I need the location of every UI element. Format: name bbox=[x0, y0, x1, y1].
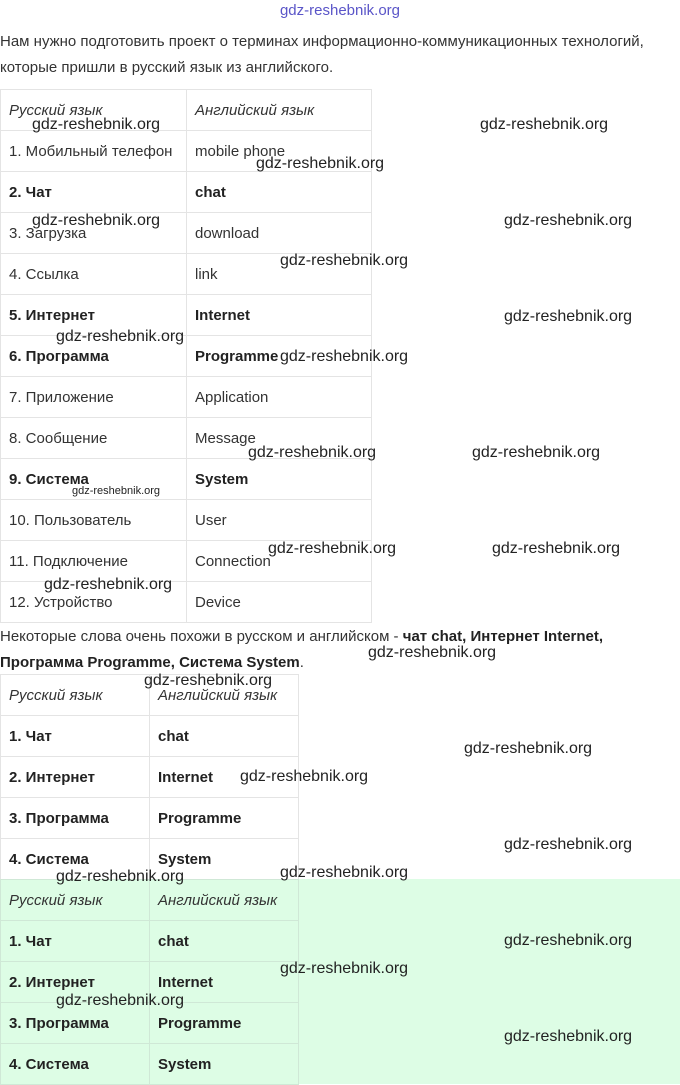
table-row bbox=[1, 757, 299, 798]
cell-english: Programme bbox=[150, 1003, 299, 1044]
cell-english: Message bbox=[187, 418, 372, 459]
cell-russian: 7. Приложение bbox=[1, 377, 187, 418]
cell-russian: 4. Система bbox=[1, 839, 150, 880]
table-row bbox=[1, 172, 372, 213]
site-logo[interactable]: gdz-reshebnik.org bbox=[279, 2, 401, 19]
watermark: gdz-reshebnik.org bbox=[368, 644, 497, 661]
watermark: gdz-reshebnik.org bbox=[504, 836, 633, 853]
watermark: gdz-reshebnik.org bbox=[280, 864, 409, 881]
cell-english: link bbox=[187, 254, 372, 295]
watermark: gdz-reshebnik.org bbox=[72, 485, 161, 497]
table-header-row bbox=[1, 90, 372, 131]
watermark: gdz-reshebnik.org bbox=[144, 672, 273, 689]
table-row bbox=[1, 213, 372, 254]
table-row bbox=[1, 500, 372, 541]
cell-english: System bbox=[150, 839, 299, 880]
table-row bbox=[1, 541, 372, 582]
cell-english: Programme bbox=[150, 798, 299, 839]
cell-russian: 9. Система bbox=[1, 459, 187, 500]
cell-english: Application bbox=[187, 377, 372, 418]
table-row bbox=[1, 839, 299, 880]
cell-russian: 2. Интернет bbox=[1, 757, 150, 798]
column-header-english: Английский язык bbox=[150, 880, 299, 921]
watermark: gdz-reshebnik.org bbox=[44, 576, 173, 593]
table-row bbox=[1, 582, 372, 623]
cell-russian: 3. Программа bbox=[1, 798, 150, 839]
similar-words-table bbox=[0, 674, 299, 880]
watermark: gdz-reshebnik.org bbox=[268, 540, 397, 557]
table-row bbox=[1, 962, 299, 1003]
cell-english: System bbox=[150, 1044, 299, 1085]
cell-russian: 11. Подключение bbox=[1, 541, 187, 582]
watermark: gdz-reshebnik.org bbox=[32, 116, 161, 133]
cell-russian: 3. Программа bbox=[1, 1003, 150, 1044]
cell-russian: 5. Интернет bbox=[1, 295, 187, 336]
column-header-english: Английский язык bbox=[187, 90, 372, 131]
table-header-row bbox=[1, 675, 299, 716]
cell-english: chat bbox=[150, 921, 299, 962]
table-header-row bbox=[1, 880, 299, 921]
table-row bbox=[1, 295, 372, 336]
cell-russian: 2. Чат bbox=[1, 172, 187, 213]
table-row bbox=[1, 1003, 299, 1044]
table-row bbox=[1, 716, 299, 757]
watermark: gdz-reshebnik.org bbox=[240, 768, 369, 785]
watermark: gdz-reshebnik.org bbox=[504, 308, 633, 325]
cell-english: chat bbox=[187, 172, 372, 213]
column-header-russian: Русский язык bbox=[1, 90, 187, 131]
cell-english: Internet bbox=[150, 757, 299, 798]
watermark: gdz-reshebnik.org bbox=[256, 155, 385, 172]
cell-english: download bbox=[187, 213, 372, 254]
cell-russian: 6. Программа bbox=[1, 336, 187, 377]
cell-english: Device bbox=[187, 582, 372, 623]
column-header-russian: Русский язык bbox=[1, 675, 150, 716]
watermark: gdz-reshebnik.org bbox=[472, 444, 601, 461]
watermark: gdz-reshebnik.org bbox=[504, 212, 633, 229]
cell-english: Internet bbox=[150, 962, 299, 1003]
intro-paragraph: Нам нужно подготовить проект о терминах информационно-коммуникационных технологий, которые пришли в русский язык из английского. bbox=[0, 33, 644, 76]
cell-english: Programme bbox=[187, 336, 372, 377]
watermark: gdz-reshebnik.org bbox=[480, 116, 609, 133]
table-row bbox=[1, 798, 299, 839]
table-row bbox=[1, 418, 372, 459]
cell-russian: 10. Пользователь bbox=[1, 500, 187, 541]
cell-russian: 4. Ссылка bbox=[1, 254, 187, 295]
terms-table bbox=[0, 89, 372, 623]
watermark: gdz-reshebnik.org bbox=[56, 328, 185, 345]
watermark: gdz-reshebnik.org bbox=[280, 960, 409, 977]
cell-russian: 12. Устройство bbox=[1, 582, 187, 623]
similar-words-paragraph bbox=[0, 624, 676, 676]
cell-english: Connection bbox=[187, 541, 372, 582]
watermark: gdz-reshebnik.org bbox=[56, 992, 185, 1009]
watermark: gdz-reshebnik.org bbox=[280, 252, 409, 269]
watermark: gdz-reshebnik.org bbox=[280, 348, 409, 365]
table-row bbox=[1, 377, 372, 418]
similar-words-lead: Некоторые слова очень похожи в русском и английском - bbox=[0, 628, 403, 645]
cell-english: Internet bbox=[187, 295, 372, 336]
cell-russian: 1. Чат bbox=[1, 716, 150, 757]
table-row bbox=[1, 131, 372, 172]
watermark: gdz-reshebnik.org bbox=[464, 740, 593, 757]
cell-russian: 1. Чат bbox=[1, 921, 150, 962]
cell-russian: 1. Мобильный телефон bbox=[1, 131, 187, 172]
cell-russian: 2. Интернет bbox=[1, 962, 150, 1003]
highlighted-answer-table bbox=[0, 879, 299, 1085]
watermark: gdz-reshebnik.org bbox=[56, 868, 185, 885]
table-row bbox=[1, 921, 299, 962]
table-row bbox=[1, 1044, 299, 1085]
watermark: gdz-reshebnik.org bbox=[32, 212, 161, 229]
watermark: gdz-reshebnik.org bbox=[504, 1028, 633, 1045]
column-header-english: Английский язык bbox=[150, 675, 299, 716]
cell-english: System bbox=[187, 459, 372, 500]
column-header-russian: Русский язык bbox=[1, 880, 150, 921]
cell-english: User bbox=[187, 500, 372, 541]
cell-russian: 4. Система bbox=[1, 1044, 150, 1085]
watermark: gdz-reshebnik.org bbox=[492, 540, 621, 557]
similar-words-end: . bbox=[299, 654, 304, 671]
watermark: gdz-reshebnik.org bbox=[504, 932, 633, 949]
table-row bbox=[1, 254, 372, 295]
cell-english: chat bbox=[150, 716, 299, 757]
table-row bbox=[1, 336, 372, 377]
table-row bbox=[1, 459, 372, 500]
cell-english: mobile phone bbox=[187, 131, 372, 172]
cell-russian: 3. Загрузка bbox=[1, 213, 187, 254]
watermark: gdz-reshebnik.org bbox=[248, 444, 377, 461]
cell-russian: 8. Сообщение bbox=[1, 418, 187, 459]
similar-words-list: чат chat, Интернет Internet, Программа Programme, Система System bbox=[0, 628, 604, 671]
